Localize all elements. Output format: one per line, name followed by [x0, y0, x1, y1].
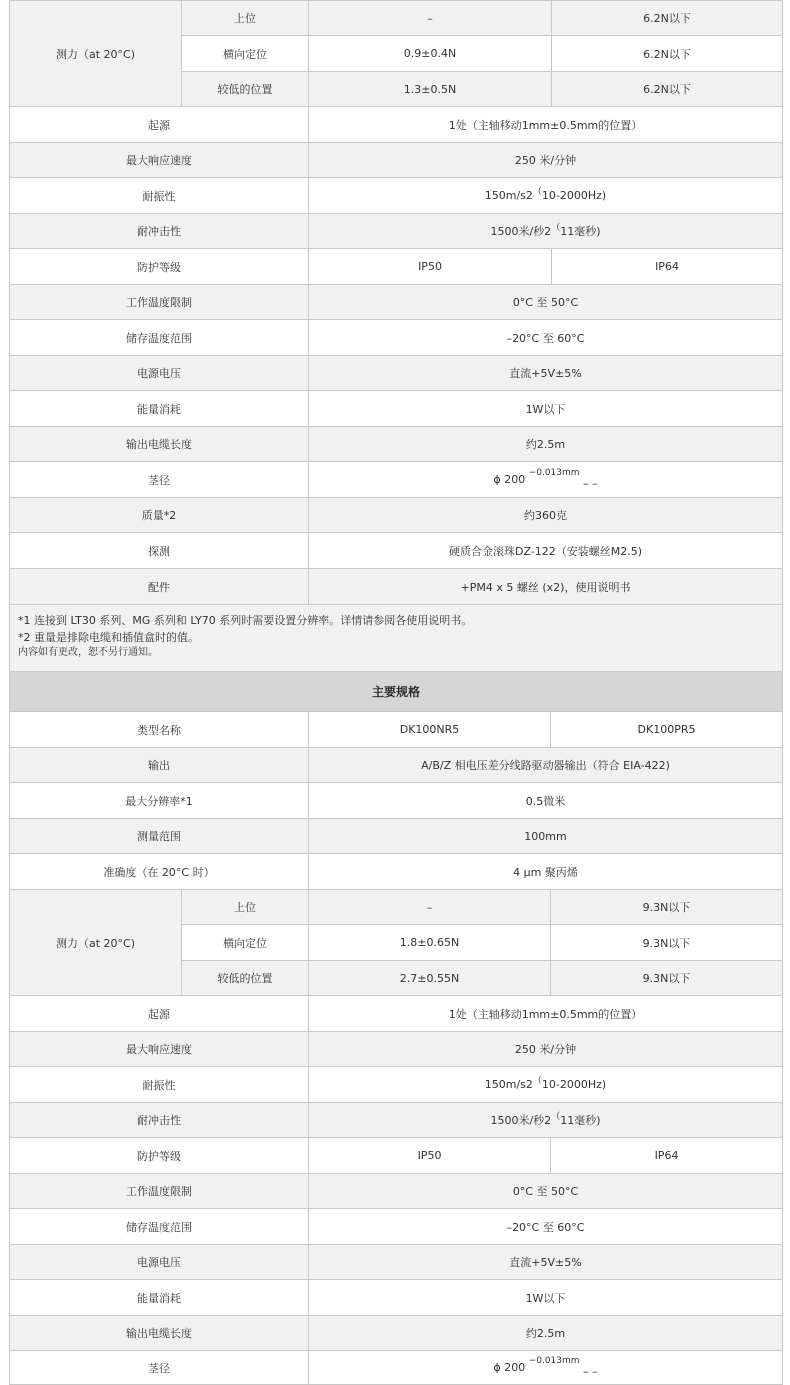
value-cell: 直流+5V±5% [308, 1244, 783, 1280]
value-cell: +PM4 x 5 螺丝 (x2)，使用说明书 [308, 568, 783, 605]
value-cell: 9.3N以下 [550, 924, 783, 961]
value-cell: –20°C 至 60°C [308, 319, 783, 356]
row-label: 准确度（在 20°C 时） [9, 853, 309, 890]
value-cell: 6.2N以下 [551, 71, 783, 107]
table-row [9, 818, 783, 854]
table-row [9, 853, 783, 890]
table-row [9, 1279, 783, 1316]
row-label: 储存温度范围 [9, 319, 309, 356]
row-label: 输出电缆长度 [9, 1315, 309, 1351]
table-row [9, 711, 783, 748]
row-label: 茎径 [9, 1350, 309, 1385]
value-sup: （ [551, 222, 561, 233]
value-cell: A/B/Z 相电压差分线路驱动器输出（符合 EIA-422) [308, 747, 783, 783]
value-cell: 250 米/分钟 [308, 142, 783, 178]
table-row [9, 1066, 783, 1103]
value-main: 1500米/秒2 [490, 1114, 552, 1127]
value-sup: （ [532, 187, 542, 197]
value-cell: IP64 [550, 1137, 783, 1174]
value-cell: IP64 [551, 248, 783, 285]
value-cell: – [308, 0, 552, 36]
value-cell: 0.9±0.4N [308, 35, 552, 72]
value-tail: – – [583, 477, 598, 490]
value-cell: 1W以下 [308, 390, 783, 427]
value-cell: –20°C 至 60°C [308, 1208, 783, 1245]
value-sup: （ [532, 1076, 542, 1086]
value-cell: DK100NR5 [308, 711, 551, 748]
footnote-2: *2 重量是排除电缆和插值盒时的值。 [18, 631, 199, 644]
row-label: 输出电缆长度 [9, 426, 309, 462]
row-label: 电源电压 [9, 355, 309, 391]
value-cell: – [308, 889, 551, 925]
row-label: 输出 [9, 747, 309, 783]
footnote-1: *1 连接到 LT30 系列、MG 系列和 LY70 系列时需要设置分辨率。详情请参阅各使用说明书。 [18, 614, 473, 627]
value-main: 150m/s2 [484, 1078, 533, 1091]
table-row [9, 106, 783, 143]
sub-label: 上位 [181, 889, 309, 925]
table-row [9, 1031, 783, 1067]
table-row [9, 497, 783, 533]
value-cell [308, 461, 783, 498]
value-cell [308, 1350, 783, 1385]
value-cell: 1.3±0.5N [308, 71, 552, 107]
row-label: 配件 [9, 568, 309, 605]
row-label: 测力（at 20°C) [9, 0, 182, 107]
table-row [9, 426, 783, 462]
row-label: 储存温度范围 [9, 1208, 309, 1245]
table-row [9, 1350, 783, 1385]
row-label: 工作温度限制 [9, 1173, 309, 1209]
table-row [9, 284, 783, 320]
table-row [9, 782, 783, 819]
value-cell: 1处（主轴移动1mm±0.5mm的位置） [308, 106, 783, 143]
value-cell [308, 1066, 783, 1103]
table-row [9, 995, 783, 1032]
value-cell: 0.5微米 [308, 782, 783, 819]
row-label: 测量范围 [9, 818, 309, 854]
value-tail: – – [583, 1365, 598, 1378]
table-row [9, 1137, 783, 1174]
row-label: 防护等级 [9, 1137, 309, 1174]
row-label: 茎径 [9, 461, 309, 498]
value-cell: IP50 [308, 248, 552, 285]
value-cell [308, 213, 783, 249]
measuring-force-block [9, 0, 783, 107]
row-label: 类型名称 [9, 711, 309, 748]
sub-label: 较低的位置 [181, 960, 309, 996]
row-label: 起源 [9, 995, 309, 1032]
value-cell: 约2.5m [308, 426, 783, 462]
row-label: 耐振性 [9, 177, 309, 214]
value-tail: 10-2000Hz) [541, 1078, 607, 1091]
sub-label: 横向定位 [181, 924, 309, 961]
value-cell [308, 177, 783, 214]
value-cell: 0°C 至 50°C [308, 1173, 783, 1209]
value-tail: 10-2000Hz) [541, 189, 607, 202]
value-cell: 9.3N以下 [550, 889, 783, 925]
sub-label: 上位 [181, 0, 309, 36]
sub-label: 横向定位 [181, 35, 309, 72]
row-label: 探测 [9, 532, 309, 569]
row-label: 测力（at 20°C) [9, 889, 182, 996]
table-row [9, 747, 783, 783]
value-cell: 2.7±0.55N [308, 960, 551, 996]
table-row [9, 355, 783, 391]
value-sup: （ [551, 1111, 561, 1122]
row-label: 最大分辨率*1 [9, 782, 309, 819]
section-header-row [9, 671, 783, 712]
value-cell: 6.2N以下 [551, 35, 783, 72]
footnote-disclaimer: 内容如有更改，恕不另行通知。 [18, 647, 158, 658]
value-main: 150m/s2 [484, 189, 533, 202]
value-cell: 4 µm 聚丙烯 [308, 853, 783, 890]
table-row [9, 319, 783, 356]
table-row [9, 568, 783, 605]
table-row [9, 1102, 783, 1138]
table-row [9, 1244, 783, 1280]
table-row [9, 390, 783, 427]
value-cell: 1W以下 [308, 1279, 783, 1316]
table-row [9, 1208, 783, 1245]
value-cell: 250 米/分钟 [308, 1031, 783, 1067]
value-main: ϕ 200 [493, 473, 526, 486]
table-row [9, 532, 783, 569]
value-cell: 0°C 至 50°C [308, 284, 783, 320]
value-cell [308, 1102, 783, 1138]
table-row [9, 1173, 783, 1209]
value-main: 1500米/秒2 [490, 225, 552, 238]
row-label: 质量*2 [9, 497, 309, 533]
row-label: 电源电压 [9, 1244, 309, 1280]
value-cell: 约360克 [308, 497, 783, 533]
table-row [9, 461, 783, 498]
value-main: ϕ 200 [493, 1361, 526, 1374]
row-label: 耐冲击性 [9, 1102, 309, 1138]
measuring-force-block [9, 889, 783, 996]
value-cell: IP50 [308, 1137, 551, 1174]
value-tail: 11毫秒) [560, 1114, 601, 1127]
row-label: 防护等级 [9, 248, 309, 285]
value-cell: DK100PR5 [550, 711, 783, 748]
value-cell: 6.2N以下 [551, 0, 783, 36]
table-row [9, 248, 783, 285]
row-label: 工作温度限制 [9, 284, 309, 320]
row-label: 耐冲击性 [9, 213, 309, 249]
table-row [9, 142, 783, 178]
row-label: 最大响应速度 [9, 1031, 309, 1067]
footnotes [9, 604, 783, 672]
value-cell: 100mm [308, 818, 783, 854]
table-row [9, 1315, 783, 1351]
value-cell: 直流+5V±5% [308, 355, 783, 391]
value-tail: 11毫秒) [560, 225, 601, 238]
value-cell: 硬质合金滚珠DZ-122（安装螺丝M2.5) [308, 532, 783, 569]
table-row [9, 177, 783, 214]
section-title: 主要规格 [9, 671, 783, 712]
sub-label: 较低的位置 [181, 71, 309, 107]
value-cell: 1处（主轴移动1mm±0.5mm的位置） [308, 995, 783, 1032]
row-label: 起源 [9, 106, 309, 143]
row-label: 最大响应速度 [9, 142, 309, 178]
row-label: 耐振性 [9, 1066, 309, 1103]
row-label: 能量消耗 [9, 390, 309, 427]
value-cell: 约2.5m [308, 1315, 783, 1351]
value-cell: 1.8±0.65N [308, 924, 551, 961]
table-row [9, 213, 783, 249]
value-cell: 9.3N以下 [550, 960, 783, 996]
value-sup: −0.013mm [528, 467, 580, 478]
row-label: 能量消耗 [9, 1279, 309, 1316]
value-sup: −0.013mm [528, 1355, 580, 1366]
